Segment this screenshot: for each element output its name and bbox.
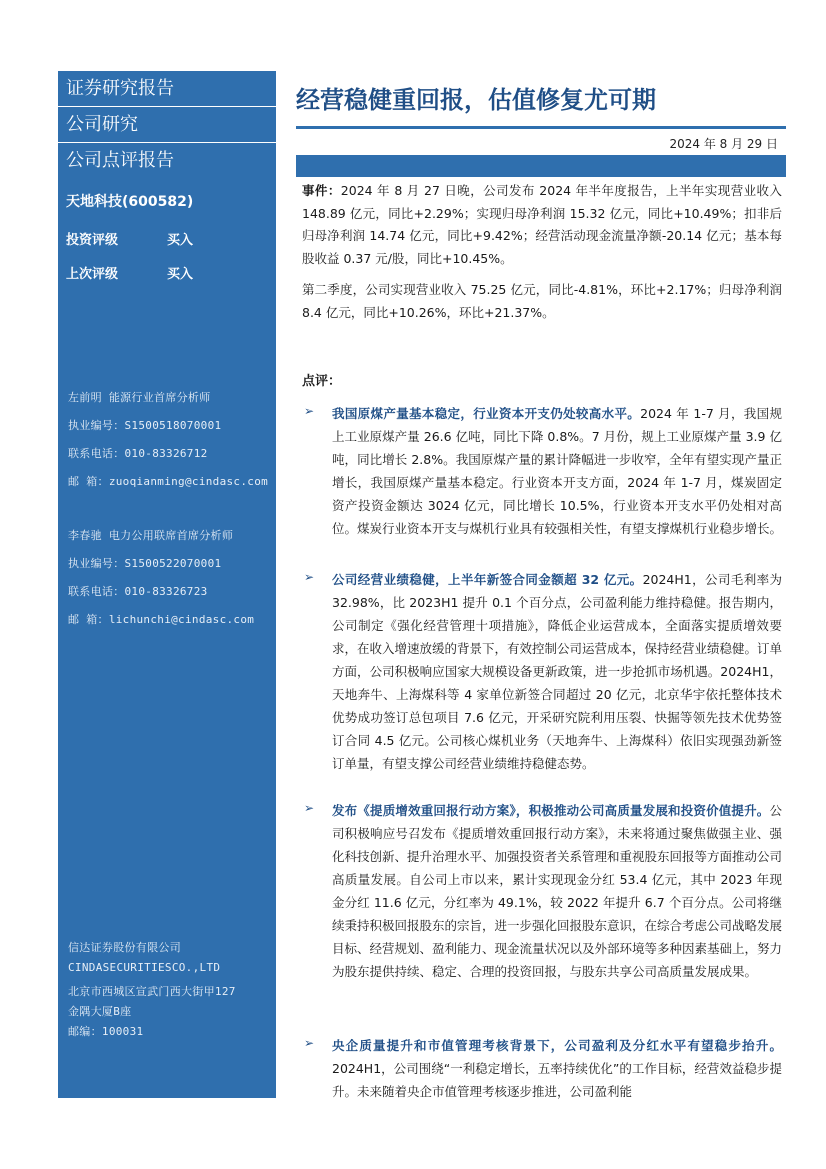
sidebar-title-subcategory: 公司点评报告 [66, 150, 174, 171]
analyst-1-cert: 执业编号：S1500518070001 [68, 419, 222, 432]
firm-address-line-2: 金隅大厦B座 [68, 1005, 132, 1018]
bullet-body: 2024 年 1-7 月，我国规上工业原煤产量 26.6 亿吨，同比下降 0.8%。7 月份，规上工业原煤产量 3.9 亿吨，同比增长 2.8%。我国原煤产量的累计降幅进一步收窄，全年有望实现产量正增长，我国原煤产量基本稳定。行业资本开支方面，2024 年 1-7 月，煤炭固定资产投资金额达 3024 亿元，同比增长 10.5%，行业资本开支水平仍处相对高位。煤炭行业资本开支与煤机行业具有较强相关性，有望支撑煤机行业稳步增长。 [332, 406, 783, 536]
report-date: 2024 年 8 月 29 日 [669, 137, 778, 151]
title-divider [296, 126, 786, 129]
analyst-2-phone: 联系电话：010-83326723 [68, 585, 208, 598]
analyst-1-email[interactable]: 邮 箱：zuoqianming@cindasc.com [68, 475, 269, 488]
rating-label: 投资评级 [66, 233, 119, 248]
investment-rating [66, 229, 194, 248]
rating-label: 上次评级 [66, 267, 119, 282]
event-paragraph [302, 180, 782, 270]
arrow-bullet-icon: ➢ [304, 1036, 315, 1050]
sidebar-title-report-type: 证券研究报告 [58, 71, 276, 107]
list-item [302, 1034, 782, 1103]
bullet-text [332, 568, 782, 775]
bullet-heading: 公司经营业绩稳健，上半年新签合同金额超 32 亿元。 [332, 572, 643, 587]
arrow-bullet-icon: ➢ [304, 801, 315, 815]
rating-value: 买入 [167, 267, 194, 282]
list-item [302, 402, 782, 540]
q2-paragraph: 第二季度，公司实现营业收入 75.25 亿元，同比-4.81%，环比+2.17%；归母净利润 8.4 亿元，同比+10.26%，环比+21.37%。 [302, 282, 782, 320]
analyst-2-cert: 执业编号：S1500522070001 [68, 557, 222, 570]
analyst-1-name: 左前明 能源行业首席分析师 [68, 391, 211, 404]
bullet-text [332, 799, 782, 983]
page-title: 经营稳健重回报，估值修复尤可期 [296, 86, 656, 114]
bullet-body: 公司积极响应号召发布《提质增效重回报行动方案》，未来将通过聚焦做强主业、强化科技创新、提升治理水平、加强投资者关系管理和重视股东回报等方面推动公司高质量发展。自公司上市以来，累计实现现金分红 53.4 亿元，其中 2023 年现金分红 11.6 亿元，分红率为 49.1%，较 2022 年提升 6.7 个百分点。公司将继续秉持积极回报股东的宗旨，进一步强化回报股东意识，在综合考虑公司战略发展目标、经营规划、盈利能力、现金流量状况以及外部环境等多种因素基础上，努力为股东提供持续、稳定、合理的投资回报，与股东共享公司高质量发展成果。 [332, 803, 783, 979]
event-label: 事件： [302, 183, 341, 198]
bullet-text [332, 402, 782, 540]
firm-name-en: CINDASECURITIESCO.,LTD [68, 961, 221, 974]
bullet-heading: 我国原煤产量基本稳定，行业资本开支仍处较高水平。 [332, 406, 641, 421]
firm-name-cn: 信达证券股份有限公司 [68, 941, 181, 954]
list-item [302, 568, 782, 775]
sidebar [58, 71, 276, 1098]
comment-heading: 点评： [302, 374, 342, 389]
bullet-text [332, 1034, 782, 1103]
date-divider-bar [296, 155, 786, 177]
bullet-body: 2024H1，公司围绕“一利稳定增长，五率持续优化”的工作目标，经营效益稳步提升。未来随着央企市值管理考核逐步推进，公司盈利能 [332, 1061, 782, 1099]
sidebar-title-category: 公司研究 [58, 107, 276, 143]
arrow-bullet-icon: ➢ [304, 570, 315, 584]
firm-postcode: 邮编：100031 [68, 1025, 144, 1038]
event-text: 2024 年 8 月 27 日晚，公司发布 2024 年半年度报告，上半年实现营业收入 148.89 亿元，同比+2.29%；实现归母净利润 15.32 亿元，同比+10.49%；扣非后归母净利润 14.74 亿元，同比+9.42%；经营活动现金流量净额-20.14 亿元；基本每股收益 0.37 元/股，同比+10.45%。 [302, 183, 782, 266]
bullet-heading: 央企质量提升和市值管理考核背景下，公司盈利及分红水平有望稳步抬升。 [332, 1038, 782, 1053]
analyst-2-name: 李春驰 电力公用联席首席分析师 [68, 529, 234, 542]
list-item [302, 799, 782, 983]
analyst-1-phone: 联系电话：010-83326712 [68, 447, 208, 460]
firm-address-line-1: 北京市西城区宣武门西大街甲127 [68, 985, 236, 998]
arrow-bullet-icon: ➢ [304, 404, 315, 418]
previous-rating [66, 263, 194, 282]
bullet-body: 2024H1，公司毛利率为 32.98%，比 2023H1 提升 0.1 个百分点，公司盈利能力维持稳健。报告期内，公司制定《强化经营管理十项措施》，降低企业运营成本，全面落实提质增效要求，在收入增速放缓的背景下，有效控制公司运营成本，保持经营业绩稳健。订单方面，公司积极响应国家大规模设备更新政策，进一步抢抓市场机遇。2024H1，天地奔牛、上海煤科等 4 家单位新签合同超过 20 亿元，北京华宇依托整体技术优势成功签订总包项目 7.6 亿元，开采研究院利用压裂、快掘等领先技术优势签订合同 4.5 亿元。公司核心煤机业务（天地奔牛、上海煤科）依旧实现强劲新签订单量，有望支撑公司经营业绩维持稳健态势。 [332, 572, 783, 771]
analyst-2-email[interactable]: 邮 箱：lichunchi@cindasc.com [68, 613, 255, 626]
bullet-heading: 发布《提质增效重回报行动方案》，积极推动公司高质量发展和投资价值提升。 [332, 803, 770, 818]
rating-value: 买入 [167, 233, 194, 248]
company-name: 天地科技(600582) [66, 194, 194, 210]
